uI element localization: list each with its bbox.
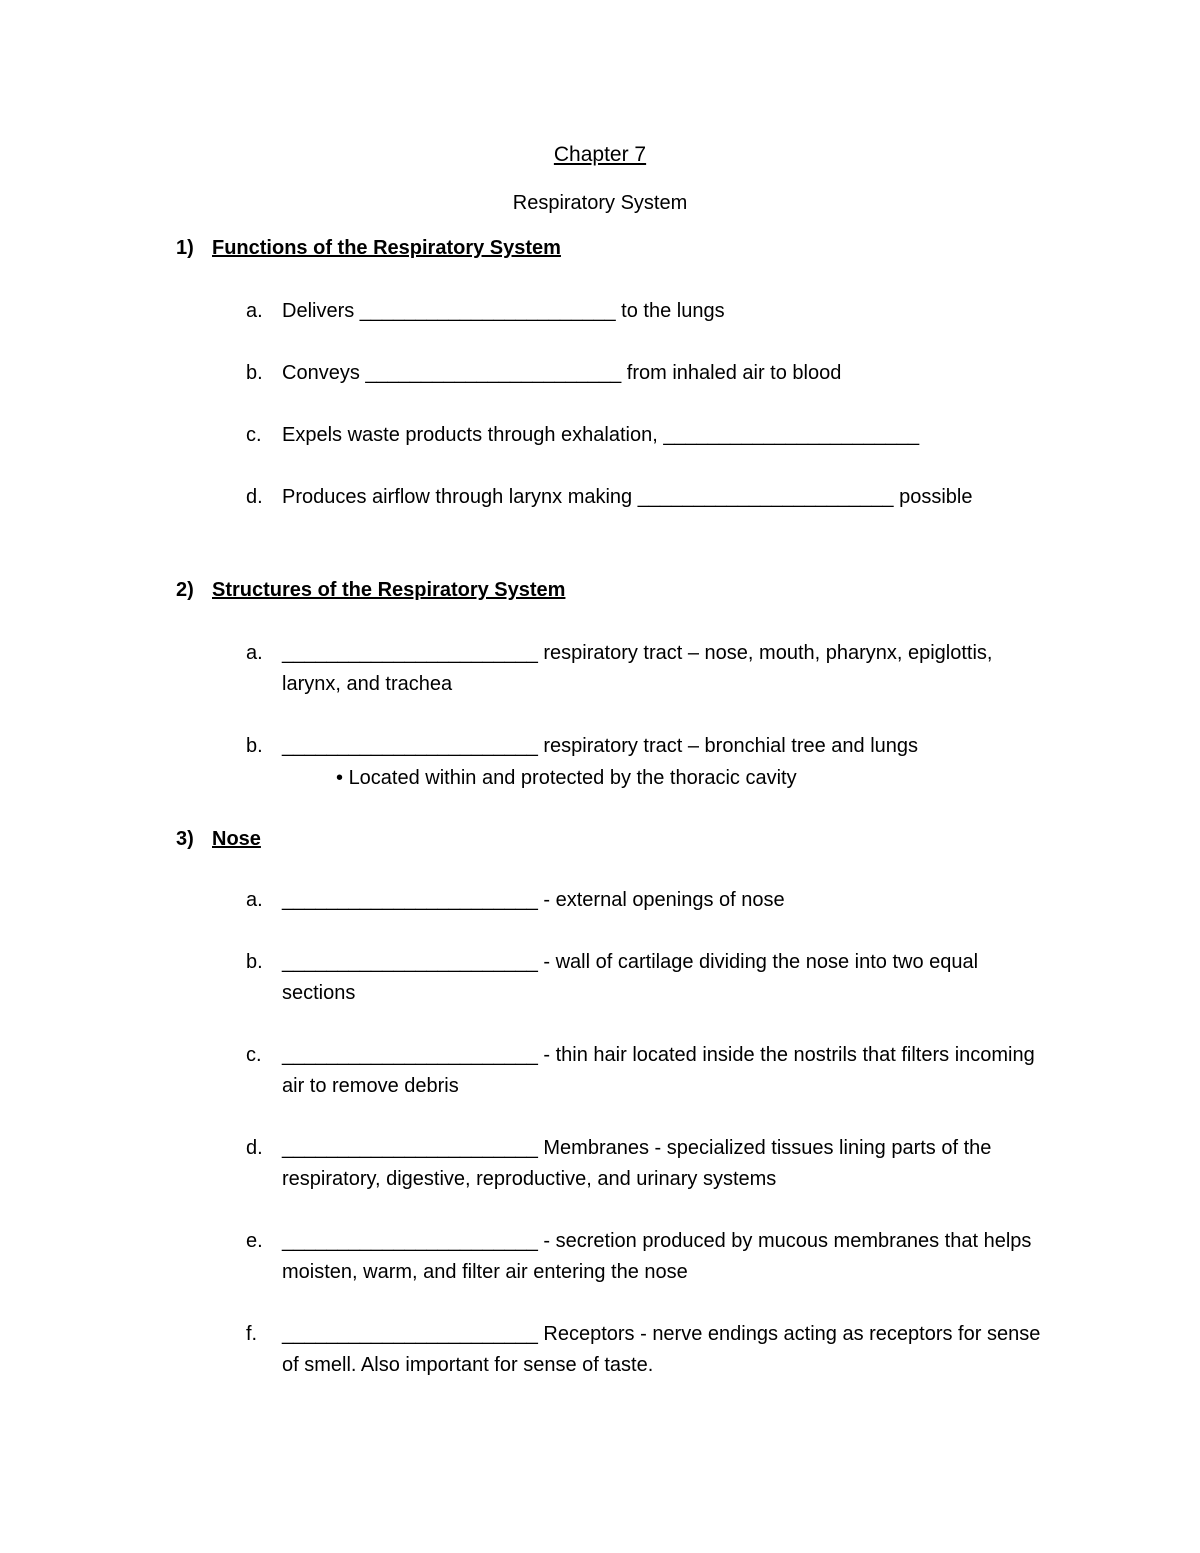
- section-3-heading: [176, 827, 261, 851]
- section-number: 1): [176, 237, 194, 259]
- list-item-text: _______________________ - wall of cartilage dividing the nose into two equal sections: [282, 951, 979, 1004]
- list-item-letter: a.: [246, 642, 263, 664]
- section-title: Structures of the Respiratory System: [212, 579, 566, 601]
- page-subtitle: Respiratory System: [512, 192, 688, 214]
- list-item-letter: c.: [246, 424, 262, 446]
- list-item-letter: d.: [246, 486, 263, 508]
- bullet-item: [336, 766, 797, 790]
- list-item-letter: a.: [246, 300, 263, 322]
- section-title: Nose: [212, 828, 261, 850]
- bullet-text: Located within and protected by the thoracic cavity: [348, 767, 797, 789]
- list-item-letter: d.: [246, 1137, 263, 1159]
- list-item-letter: b.: [246, 951, 263, 973]
- section-number: 3): [176, 828, 194, 850]
- list-item-text: _______________________ - external openings of nose: [282, 889, 785, 911]
- section-1-heading: [176, 236, 561, 260]
- list-item-text: _______________________ - secretion produced by mucous membranes that helps moisten, warm, and filter air entering the nose: [282, 1230, 1032, 1283]
- list-item-text: Delivers _______________________ to the lungs: [282, 300, 725, 322]
- list-item-text: _______________________ Receptors - nerve endings acting as receptors for sense of smell. Also important for sense of taste.: [282, 1323, 1041, 1376]
- list-item-text: Conveys _______________________ from inhaled air to blood: [282, 362, 842, 384]
- list-item-letter: b.: [246, 362, 263, 384]
- section-2-heading: [176, 578, 565, 602]
- section-title: Functions of the Respiratory System: [212, 237, 561, 259]
- list-item-letter: f.: [246, 1323, 258, 1345]
- list-item-text: Expels waste products through exhalation, _______________________: [282, 424, 920, 446]
- list-item-text: Produces airflow through larynx making _______________________ possible: [282, 486, 973, 508]
- section-number: 2): [176, 579, 194, 601]
- list-item-text: _______________________ Membranes - specialized tissues lining parts of the respiratory, digestive, reproductive, and urinary systems: [282, 1137, 992, 1190]
- bullet-dot-icon: •: [336, 767, 349, 789]
- list-item-text: _______________________ respiratory tract – bronchial tree and lungs: [282, 735, 919, 757]
- list-item-letter: c.: [246, 1044, 262, 1066]
- list-item-letter: a.: [246, 889, 263, 911]
- list-item-text: _______________________ respiratory tract – nose, mouth, pharynx, epiglottis, larynx, and trachea: [282, 642, 993, 695]
- list-item-text: _______________________ - thin hair located inside the nostrils that filters incoming air to remove debris: [282, 1044, 1035, 1097]
- list-item-letter: b.: [246, 735, 263, 757]
- page-title: Chapter 7: [553, 143, 647, 166]
- list-item-letter: e.: [246, 1230, 263, 1252]
